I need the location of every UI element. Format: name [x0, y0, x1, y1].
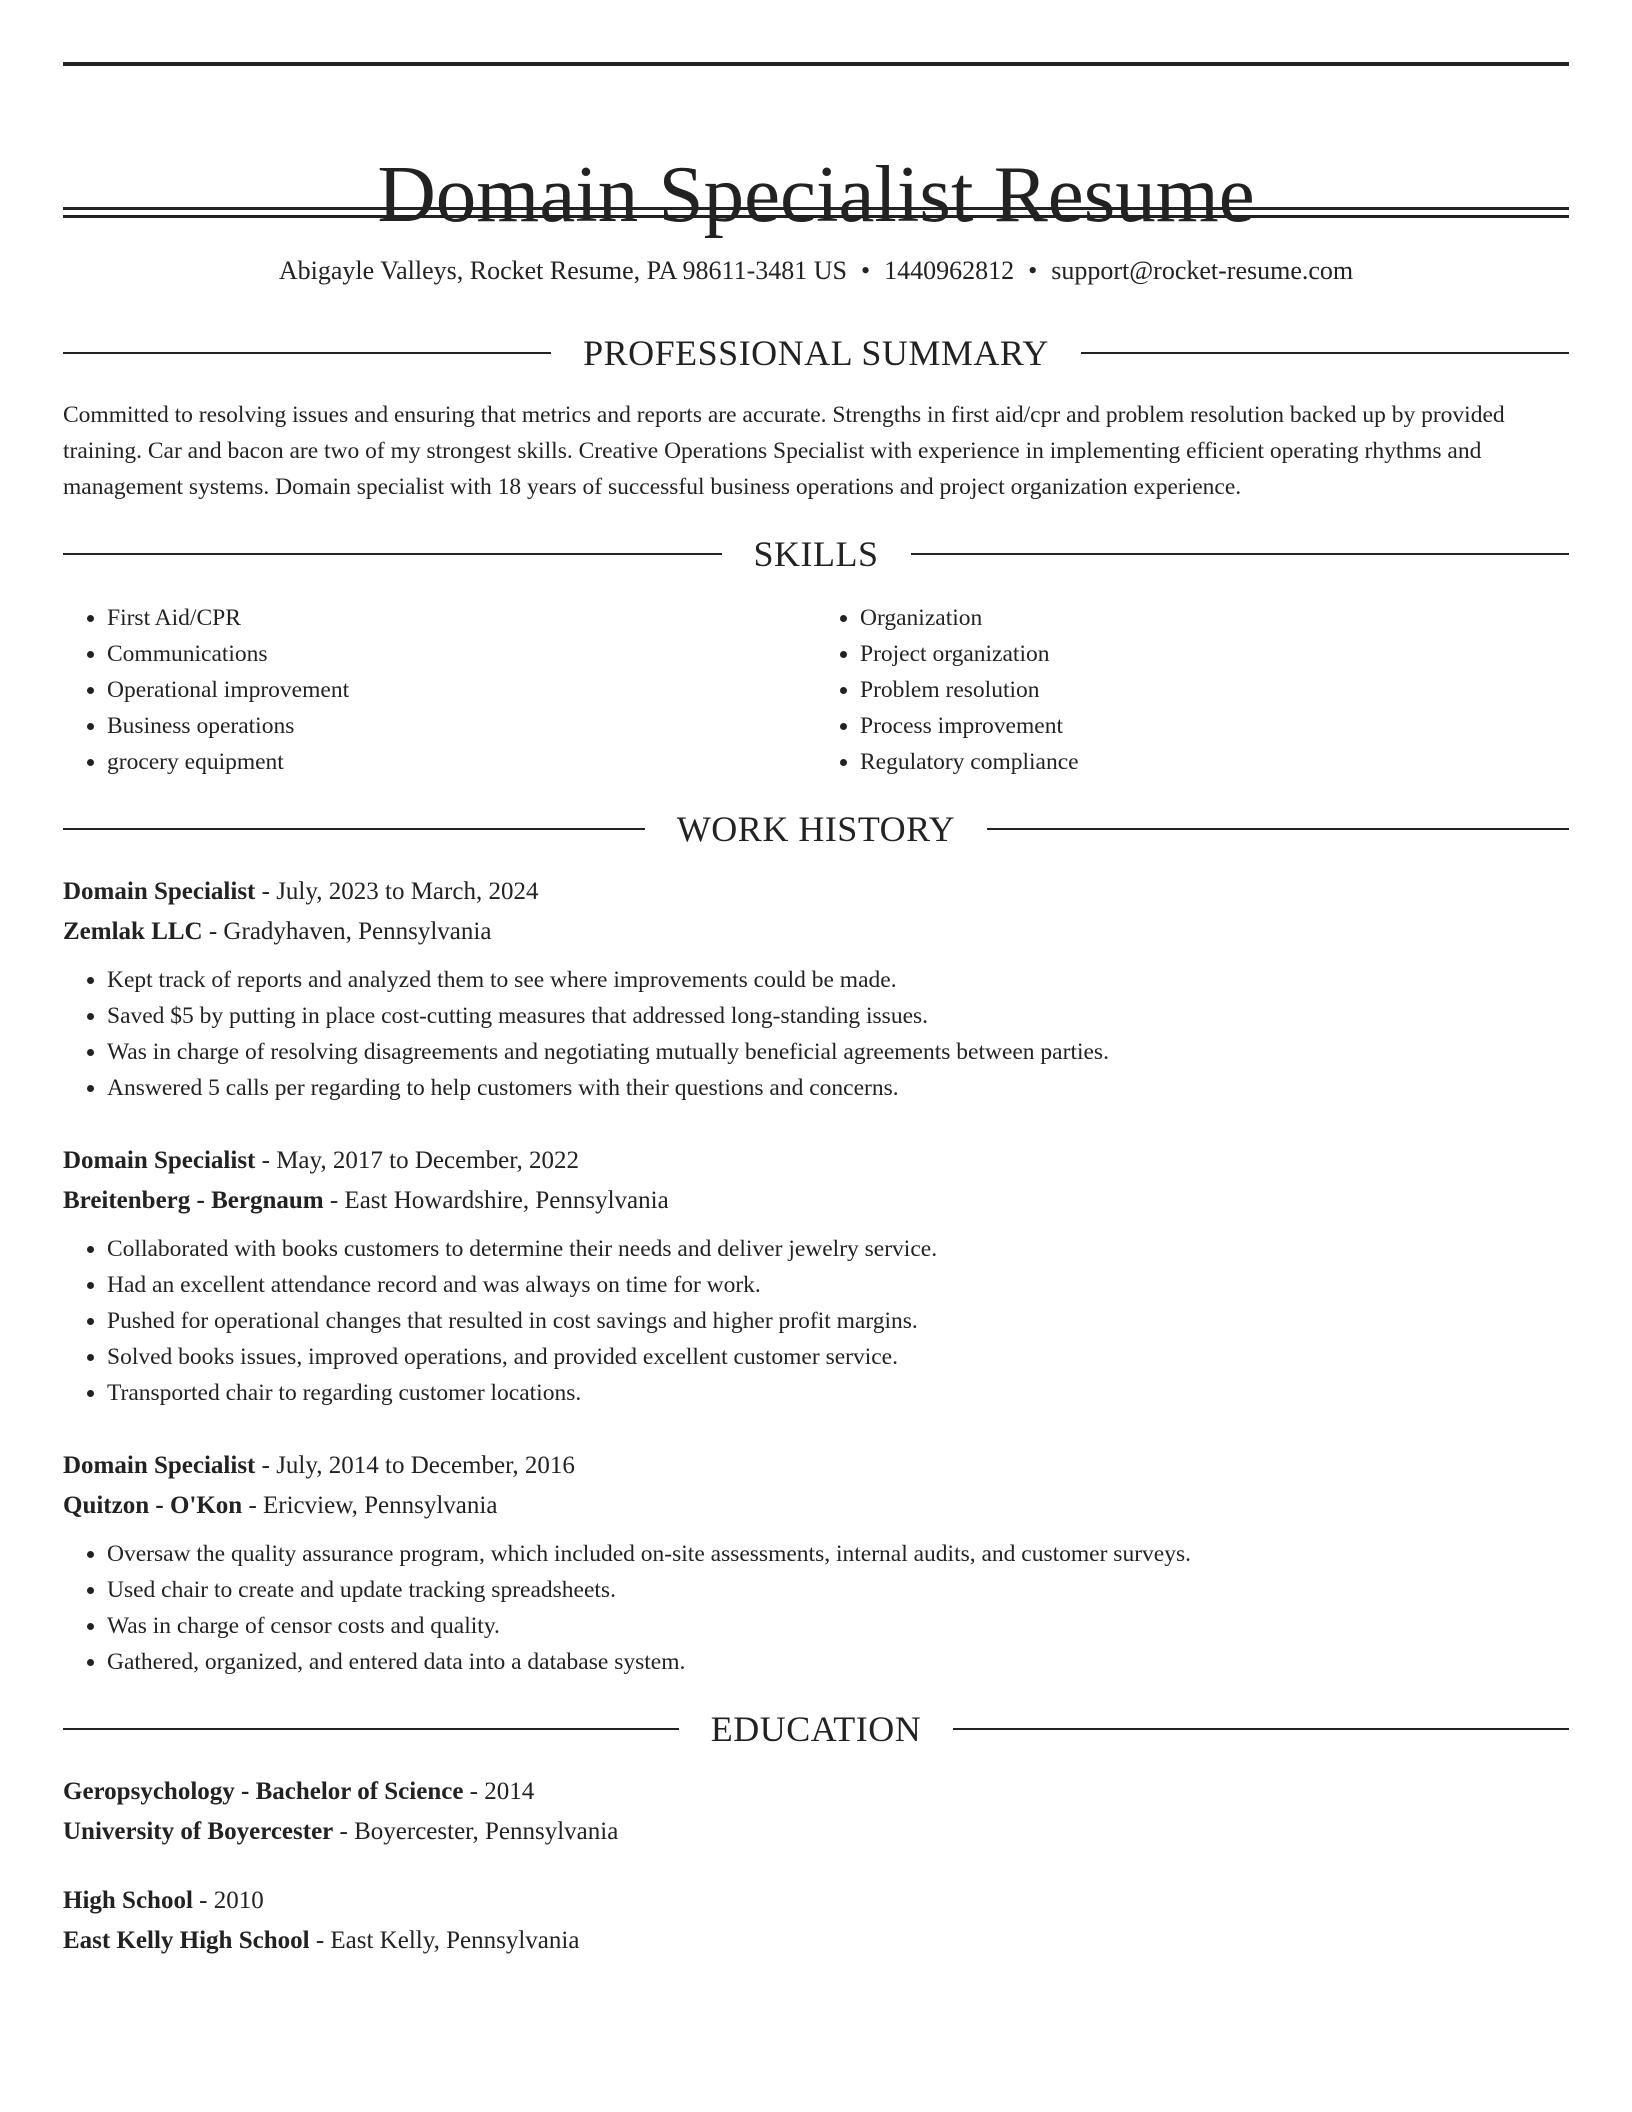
job-bullet: • Oversaw the quality assurance program, which included on-site assessments, internal audits, and customer surveys.: [107, 1536, 1569, 1572]
heading-rule-right: [953, 1728, 1569, 1730]
job-bullet: • Was in charge of resolving disagreements and negotiating mutually beneficial agreements between parties.: [107, 1034, 1569, 1070]
job-bullet: • Was in charge of censor costs and quality.: [107, 1608, 1569, 1644]
job-bullet: • Answered 5 calls per regarding to help customers with their questions and concerns.: [107, 1070, 1569, 1106]
section-heading-education: [63, 1709, 1569, 1749]
job-bullet: • Pushed for operational changes that resulted in cost savings and higher profit margins.: [107, 1303, 1569, 1339]
skills-column-left: [63, 600, 816, 780]
job-entry: [63, 872, 1569, 1106]
contact-separator: •: [1028, 256, 1038, 285]
skill-item: • Communications: [107, 636, 816, 672]
heading-rule-left: [63, 828, 645, 830]
skills-column-right: [816, 600, 1569, 780]
section-heading-label: SKILLS: [753, 534, 879, 574]
job-location: - Gradyhaven, Pennsylvania: [202, 918, 492, 945]
top-rule: [63, 62, 1569, 66]
education-degree-line: [63, 1772, 1569, 1812]
education-school-line: [63, 1921, 1569, 1961]
section-heading-label: EDUCATION: [710, 1709, 922, 1749]
education-location: - East Kelly, Pennsylvania: [309, 1927, 580, 1954]
skill-item: • Problem resolution: [860, 672, 1569, 708]
skill-item: • Project organization: [860, 636, 1569, 672]
job-title-line: [63, 1446, 1569, 1486]
skill-item: • Business operations: [107, 708, 816, 744]
section-heading-summary: [63, 333, 1569, 373]
education-year: - 2014: [463, 1778, 535, 1805]
skill-item: • grocery equipment: [107, 744, 816, 780]
skills-list: [63, 600, 1569, 780]
section-heading-label: WORK HISTORY: [676, 809, 956, 849]
job-title: Domain Specialist: [63, 1452, 256, 1479]
job-bullets: [63, 962, 1569, 1106]
job-bullets: [63, 1231, 1569, 1411]
job-company-line: [63, 912, 1569, 952]
section-heading-work: [63, 809, 1569, 849]
skill-item: • Process improvement: [860, 708, 1569, 744]
skill-item: • Operational improvement: [107, 672, 816, 708]
education-location: - Boyercester, Pennsylvania: [333, 1818, 619, 1845]
job-company: Zemlak LLC: [63, 918, 203, 945]
education-degree: High School: [63, 1887, 193, 1914]
job-entry: [63, 1446, 1569, 1680]
job-location: - Ericview, Pennsylvania: [242, 1492, 498, 1519]
job-dates: - July, 2023 to March, 2024: [255, 878, 539, 905]
section-heading-skills: [63, 534, 1569, 574]
job-company: Quitzon - O'Kon: [63, 1492, 243, 1519]
section-heading-label: PROFESSIONAL SUMMARY: [583, 333, 1049, 373]
heading-rule-right: [911, 553, 1570, 555]
job-dates: - July, 2014 to December, 2016: [255, 1452, 575, 1479]
job-bullet: • Kept track of reports and analyzed them to see where improvements could be made.: [107, 962, 1569, 998]
contact-phone: 1440962812: [884, 256, 1015, 285]
job-title-line: [63, 1141, 1569, 1181]
contact-email: support@rocket-resume.com: [1051, 256, 1354, 285]
title-rule-upper: [63, 207, 1569, 210]
education-entry: [63, 1772, 1569, 1852]
job-bullet: • Used chair to create and update tracking spreadsheets.: [107, 1572, 1569, 1608]
job-bullets: [63, 1536, 1569, 1680]
job-bullet: • Had an excellent attendance record and was always on time for work.: [107, 1267, 1569, 1303]
job-location: - East Howardshire, Pennsylvania: [323, 1187, 669, 1214]
education-school: East Kelly High School: [63, 1927, 310, 1954]
heading-rule-left: [63, 352, 551, 354]
job-title-line: [63, 872, 1569, 912]
job-bullet: • Collaborated with books customers to determine their needs and deliver jewelry service.: [107, 1231, 1569, 1267]
education-entry: [63, 1881, 1569, 1961]
job-bullet: • Solved books issues, improved operations, and provided excellent customer service.: [107, 1339, 1569, 1375]
summary-text: Committed to resolving issues and ensuring that metrics and reports are accurate. Strengths in first aid/cpr and problem resolution backed up by provided training. Car and bacon are two of my strongest skills. Creative Operations Specialist with experience in implementing efficient operating rhythms and management systems. Domain specialist with 18 years of successful business operations and project organization experience.: [63, 402, 1505, 500]
skill-item: • First Aid/CPR: [107, 600, 816, 636]
job-bullet: • Gathered, organized, and entered data into a database system.: [107, 1644, 1569, 1680]
heading-rule-right: [987, 828, 1569, 830]
job-bullet: • Saved $5 by putting in place cost-cutting measures that addressed long-standing issues.: [107, 998, 1569, 1034]
job-bullet: • Transported chair to regarding customer locations.: [107, 1375, 1569, 1411]
job-dates: - May, 2017 to December, 2022: [255, 1147, 580, 1174]
contact-address: Abigayle Valleys, Rocket Resume, PA 98611-3481 US: [278, 256, 847, 285]
education-degree: Geropsychology - Bachelor of Science: [63, 1778, 464, 1805]
education-school-line: [63, 1812, 1569, 1852]
heading-rule-left: [63, 553, 722, 555]
skill-item: • Regulatory compliance: [860, 744, 1569, 780]
job-title: Domain Specialist: [63, 1147, 256, 1174]
education-degree-line: [63, 1881, 1569, 1921]
heading-rule-right: [1081, 352, 1569, 354]
job-company-line: [63, 1181, 1569, 1221]
skill-item: • Organization: [860, 600, 1569, 636]
job-company-line: [63, 1486, 1569, 1526]
title-rule-lower: [63, 215, 1569, 218]
heading-rule-left: [63, 1728, 679, 1730]
job-title: Domain Specialist: [63, 878, 256, 905]
job-company: Breitenberg - Bergnaum: [63, 1187, 324, 1214]
job-entry: [63, 1141, 1569, 1411]
contact-line: [63, 254, 1569, 288]
resume-title: Domain Specialist Resume: [377, 149, 1255, 240]
contact-separator: •: [861, 256, 871, 285]
education-school: University of Boyercester: [63, 1818, 334, 1845]
education-year: - 2010: [192, 1887, 264, 1914]
